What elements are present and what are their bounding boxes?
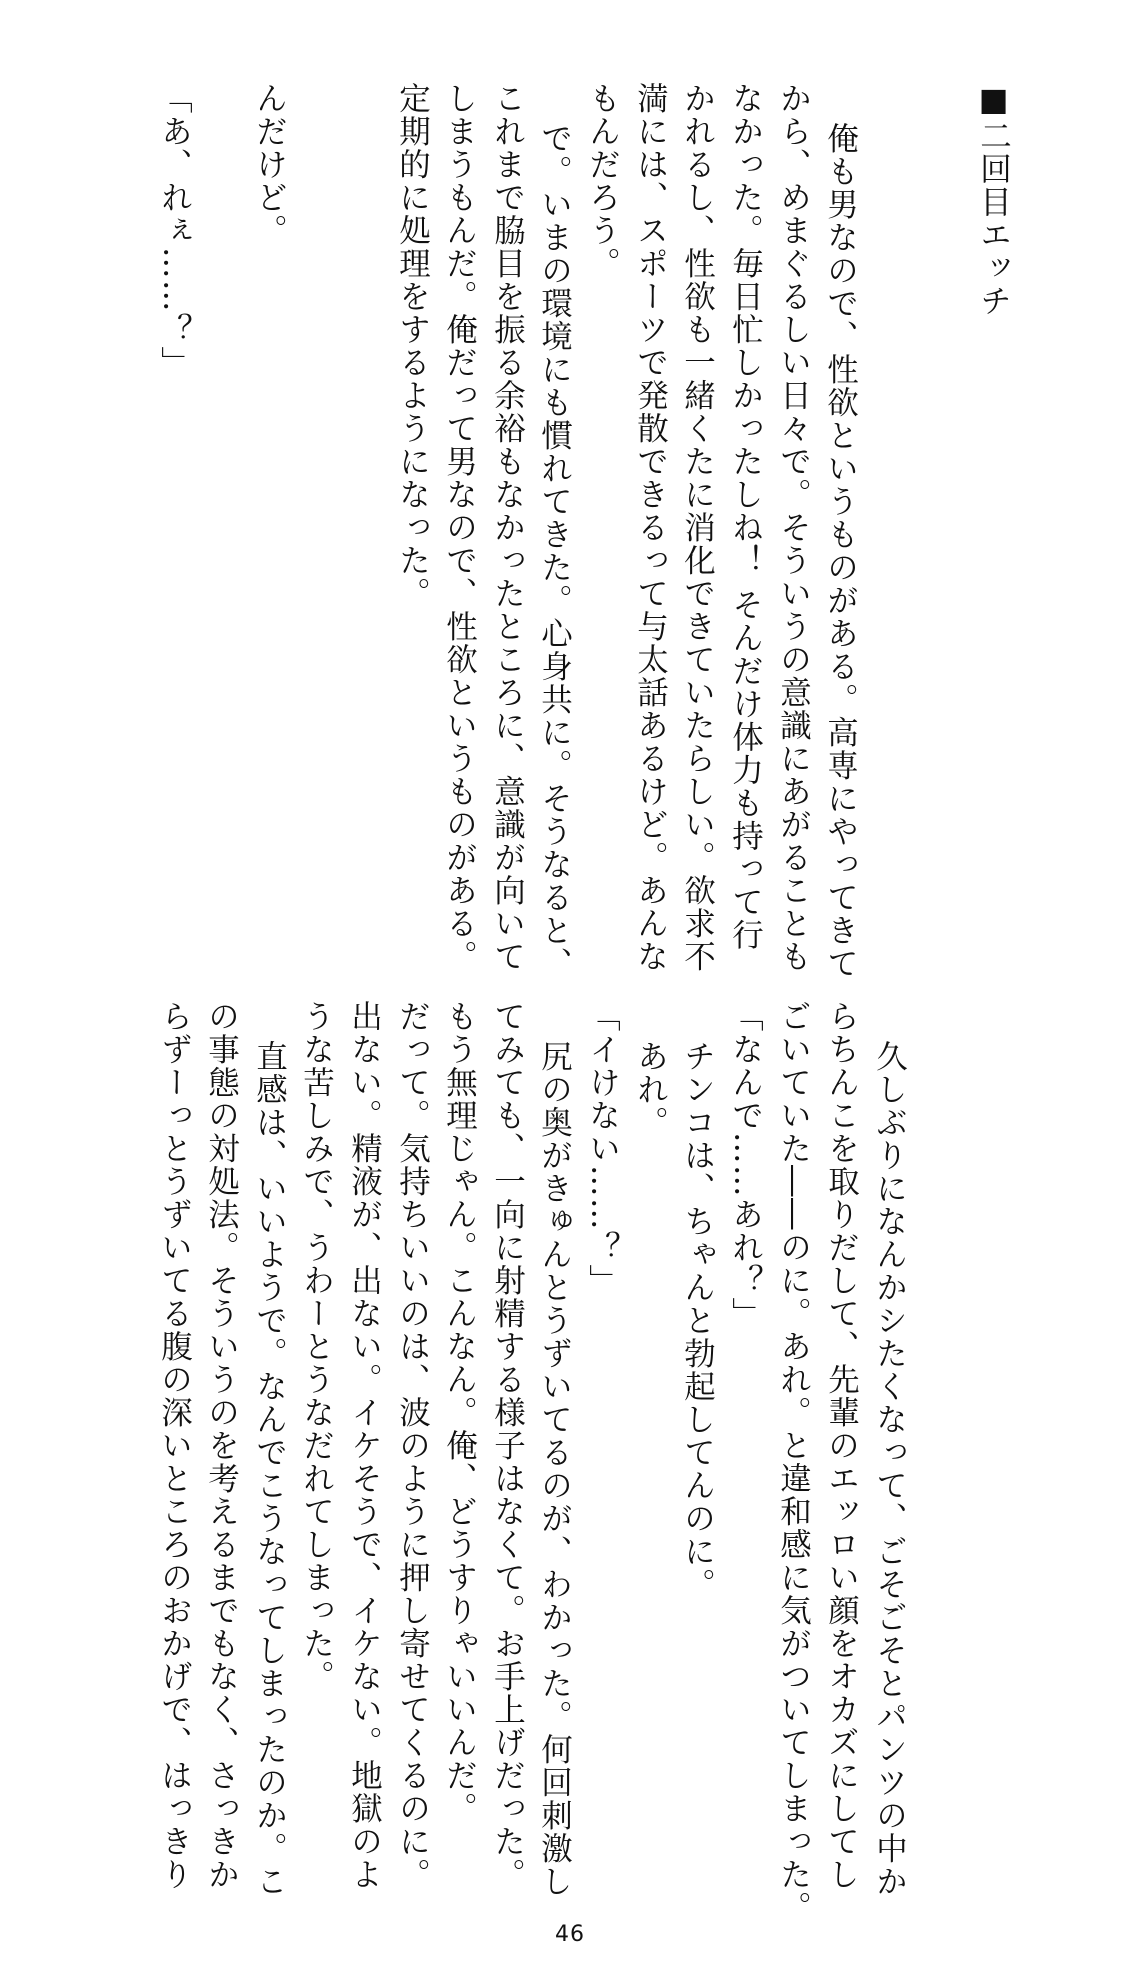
text-line: の事態の対処法。そういうのを考えるまでもなく、さっきか [203,1000,240,1891]
text-line: だって。気持ちいいのは、波のように押し寄せてくるのに。 [394,1000,431,1891]
text-line: もんだろう。 [584,82,621,280]
text-line: しまうもんだ。俺だって男なので、性欲というものがある。 [441,82,478,973]
text-line: ごいていた――のに。あれ。と違和感に気がついてしまった。 [775,1000,812,1924]
text-line: あれ。 [632,1040,669,1139]
text-line: 定期的に処理をするようになった。 [394,82,431,610]
text-line: もう無理じゃん。こんなん。俺、どうすりゃいいんだ。 [441,1000,478,1825]
text-line: 俺も男なので、性欲というものがある。高専にやってきて [822,122,859,980]
dialogue-line: 「なんで……あれ？」 [727,1000,764,1330]
text-line: から、めまぐるしい日々で。そういうの意識にあがることも [775,82,812,973]
text-line: らちんこを取りだして、先輩のエッロい顔をオカズにしてし [823,1000,860,1891]
dialogue-line: 「イけない……？」 [584,1000,621,1297]
text-line: なかった。毎日忙しかったしね！ そんだけ体力も持って行 [727,82,764,952]
page-number: 46 [555,1922,585,1947]
text-line: 尻の奥がきゅんとうずいてるのが、わかった。何回刺激し [536,1040,573,1898]
text-line: 直感は、いいようで。なんでこうなってしまったのか。こ [251,1040,288,1898]
text-line: らずーっとうずいてる腹の深いところのおかげで、はっきり [156,1000,193,1891]
text-line: 久しぶりになんかシたくなって、ごそごそとパンツの中か [871,1040,908,1898]
text-line: で。いまの環境にも慣れてきた。心身共に。そうなると、 [536,122,573,980]
text-line: 出ない。精液が、出ない。イケそうで、イケない。地獄のよ [346,1000,383,1891]
text-line: これまで脇目を振る余裕もなかったところに、意識が向いて [489,82,526,973]
text-line: うな苦しみで、うわーとうなだれてしまった。 [298,1000,335,1693]
text-line: てみても、一向に射精する様子はなくて。お手上げだった。 [489,1000,526,1891]
text-line: かれるし、性欲も一緒くたに消化できていたらしい。欲求不 [679,82,716,973]
text-line: んだけど。 [251,82,288,247]
text-line: チンコは、ちゃんと勃起してんのに。 [679,1040,716,1601]
dialogue-line: 「あ、れぇ……？」 [156,82,193,379]
section-heading: ■二回目エッチ [975,82,1012,318]
text-line: 満には、スポーツで発散できるって与太話あるけど。あんな [632,82,669,973]
